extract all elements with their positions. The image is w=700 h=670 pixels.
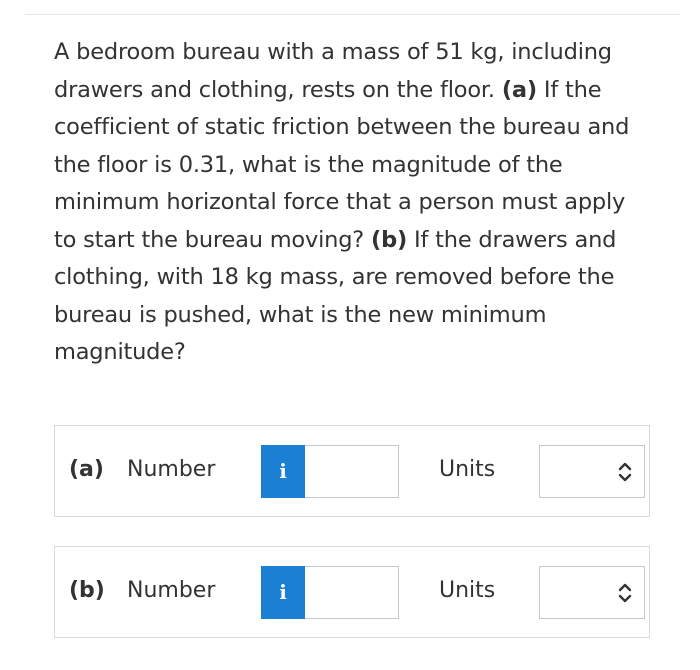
units-label-b: Units — [439, 578, 496, 603]
info-icon[interactable] — [261, 566, 305, 619]
chevron-up-down-icon — [618, 582, 632, 604]
info-glyph: i — [279, 580, 287, 604]
question-text-part-1: A bedroom bureau with a mass of 51 kg, including drawers and clothing, rests on the floor. — [54, 39, 612, 103]
question-text — [54, 34, 654, 372]
number-input-b[interactable] — [305, 566, 399, 619]
number-label-a: Number — [127, 457, 216, 482]
divider — [25, 14, 680, 15]
chevron-up-down-icon — [618, 461, 632, 483]
info-glyph: i — [279, 459, 287, 483]
part-label-b: (b) — [69, 578, 105, 603]
question-text-part-2: If the coefficient of static friction between the bureau and the floor is 0.31, what is the magnitude of the minimum horizontal force that a person must apply to start the bureau moving? — [54, 76, 630, 253]
question-text-part-3: If the drawers and clothing, with 18 kg mass, are removed before the bureau is pushed, what is the new minimum magnitude? — [54, 226, 617, 365]
number-input-a[interactable] — [305, 445, 399, 498]
answer-row-b — [54, 546, 650, 638]
units-label-a: Units — [439, 457, 496, 482]
part-b-marker: (b) — [371, 226, 408, 253]
info-icon[interactable] — [261, 445, 305, 498]
units-dropdown-b[interactable] — [539, 566, 645, 619]
units-dropdown-a[interactable] — [539, 445, 645, 498]
number-label-b: Number — [127, 578, 216, 603]
answer-row-a — [54, 425, 650, 517]
part-label-a: (a) — [69, 457, 104, 482]
part-a-marker: (a) — [501, 76, 537, 103]
